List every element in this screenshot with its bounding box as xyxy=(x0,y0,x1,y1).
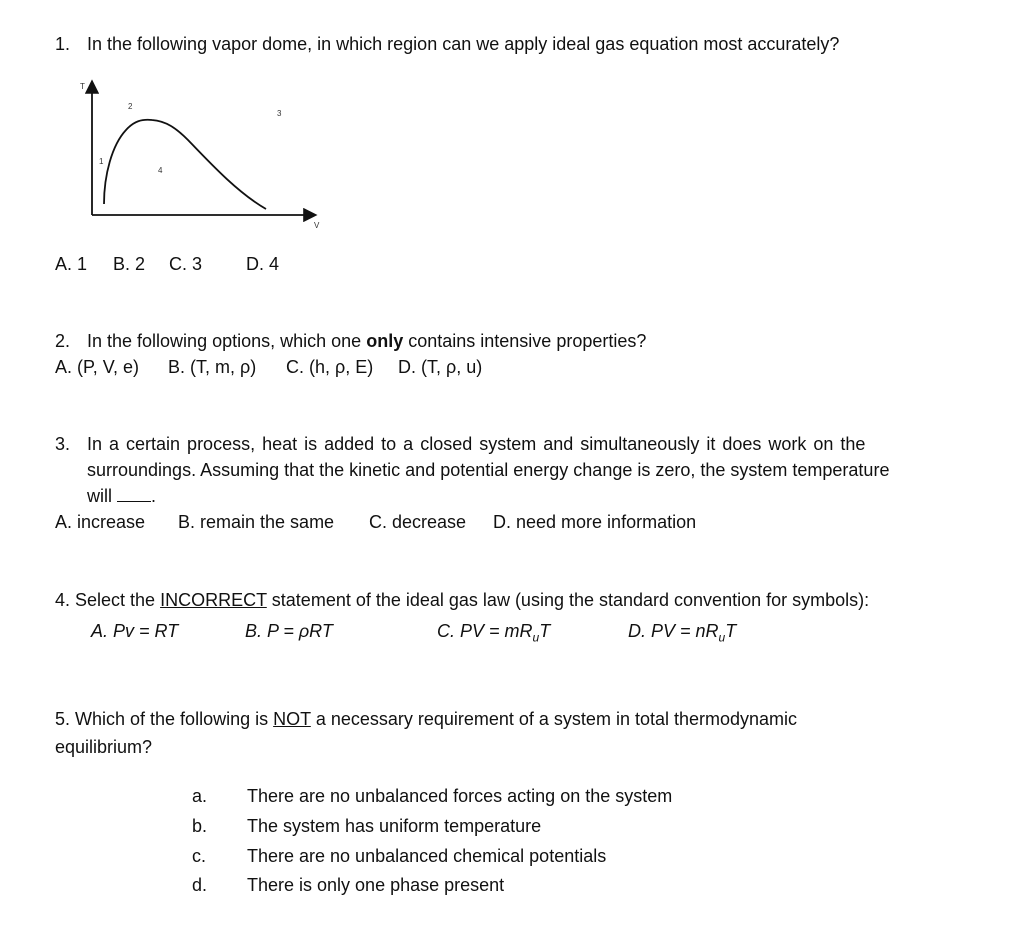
q4-option-b: B. P = ρRT xyxy=(245,621,333,641)
q2-text xyxy=(87,329,646,353)
q3-line-2: surroundings. Assuming that the kinetic and potential energy change is zero, the system temperature xyxy=(87,460,890,480)
q5-choice-text-d: There is only one phase present xyxy=(247,875,505,895)
q5-line-2: equilibrium? xyxy=(55,737,153,757)
q3-line-3: will . xyxy=(87,486,157,506)
region-label-1: 1 xyxy=(99,157,104,166)
q1-option-b: B. 2 xyxy=(113,254,146,274)
q5-choice-letter-b: b. xyxy=(192,816,208,836)
q4-text-after: statement of the ideal gas law (using the standard convention for symbols): xyxy=(271,590,870,610)
q2-option-d: D. (T, ρ, u) xyxy=(398,357,483,377)
region-label-3: 3 xyxy=(277,109,282,118)
q5-choice-letter-c: c. xyxy=(192,846,207,866)
subscript-u: u xyxy=(532,630,540,645)
saturation-dome-curve xyxy=(104,120,266,209)
q3-option-c: C. decrease xyxy=(369,512,467,532)
q2-text-bold: only xyxy=(366,331,404,351)
q4-text xyxy=(55,588,869,612)
q2-text-after: contains intensive properties? xyxy=(408,331,647,351)
q5-text-after: a necessary requirement of a system in total thermodynamic xyxy=(315,709,798,729)
axis-label-t: T xyxy=(80,82,85,91)
q2-option-b: B. (T, m, ρ) xyxy=(168,357,257,377)
q5-text xyxy=(55,707,797,731)
q2-number: 2. xyxy=(55,331,71,351)
q1-option-d: D. 4 xyxy=(246,254,280,274)
q1-option-a: A. 1 xyxy=(55,254,88,274)
q3-answer-blank xyxy=(117,485,151,502)
region-label-4: 4 xyxy=(158,166,163,175)
q5-choice-text-b: The system has uniform temperature xyxy=(247,816,542,836)
q1-text: In the following vapor dome, in which region can we apply ideal gas equation most accurately? xyxy=(87,34,840,54)
q3-number: 3. xyxy=(55,434,71,454)
subscript-u: u xyxy=(718,630,726,645)
q4-option-d: D. PV = $nR_uT$ xyxy=(628,621,737,645)
q5-text-underlined: NOT xyxy=(273,709,311,729)
q5-choice-letter-d: d. xyxy=(192,875,208,895)
q5-choice-text-c: There are no unbalanced chemical potentials xyxy=(247,846,607,866)
q5-choice-text-a: There are no unbalanced forces acting on the system xyxy=(247,786,673,806)
q3-option-a: A. increase xyxy=(55,512,146,532)
q5-choice-letter-a: a. xyxy=(192,786,208,806)
q4-text-underlined: INCORRECT xyxy=(160,590,267,610)
axis-label-v: V xyxy=(314,221,320,230)
q3-option-d: D. need more information xyxy=(493,512,697,532)
q4-text-before: 4. Select the xyxy=(55,590,156,610)
region-label-2: 2 xyxy=(128,102,133,111)
vapor-dome-diagram xyxy=(70,75,340,245)
q3-line-1: In a certain process, heat is added to a closed system and simultaneously it does work on the xyxy=(87,434,866,454)
q2-option-c: C. (h, ρ, E) xyxy=(286,357,374,377)
q4-option-c: C. PV = $mR_uT$ xyxy=(437,621,551,645)
q4-option-a: A. Pv = RT xyxy=(91,621,179,641)
q5-text-before: 5. Which of the following is xyxy=(55,709,269,729)
q2-option-a: A. (P, V, e) xyxy=(55,357,140,377)
q2-text-before: In the following options, which one xyxy=(87,331,362,351)
q3-option-b: B. remain the same xyxy=(178,512,335,532)
q1-number: 1. xyxy=(55,34,71,54)
q3-will: will xyxy=(87,486,112,506)
q1-option-c: C. 3 xyxy=(169,254,203,274)
